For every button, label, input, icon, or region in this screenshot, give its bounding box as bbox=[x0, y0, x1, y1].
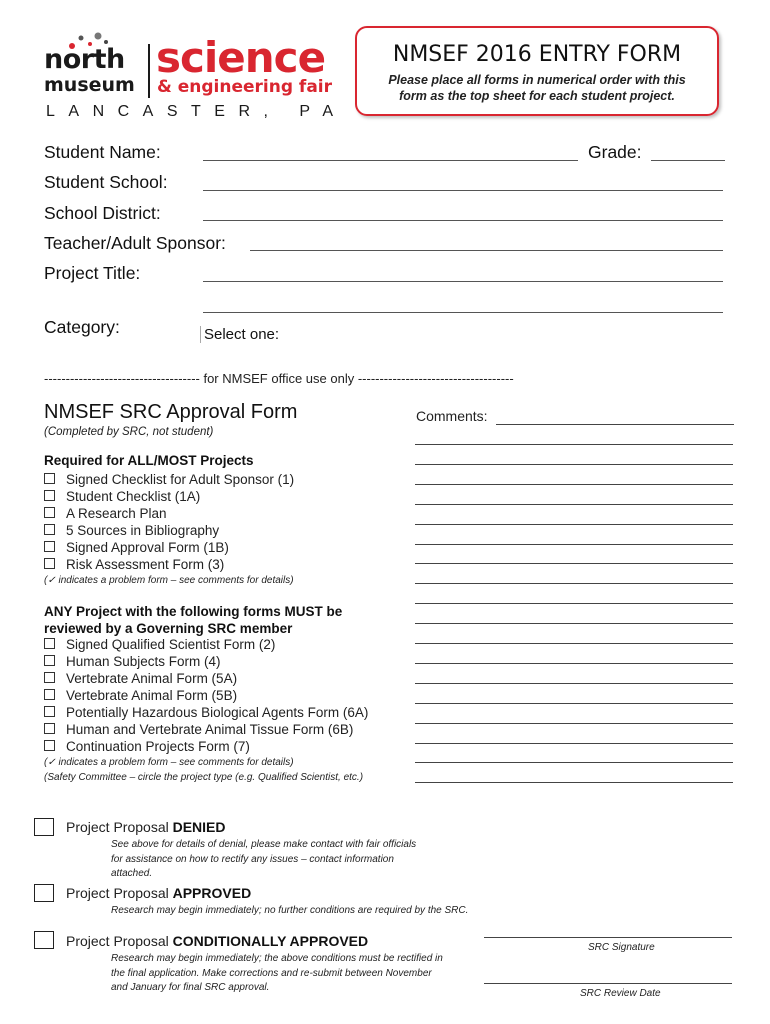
checkbox-icon[interactable] bbox=[44, 740, 55, 751]
checkbox-icon[interactable] bbox=[44, 723, 55, 734]
comment-line[interactable] bbox=[415, 464, 733, 465]
required-item[interactable]: Signed Approval Form (1B) bbox=[44, 540, 294, 557]
required-item[interactable]: Student Checklist (1A) bbox=[44, 489, 294, 506]
comment-line[interactable] bbox=[415, 703, 733, 704]
governing-item[interactable]: Human Subjects Form (4) bbox=[44, 654, 368, 671]
project-title-field-2[interactable] bbox=[203, 312, 723, 313]
comment-line[interactable] bbox=[415, 504, 733, 505]
checkbox-icon[interactable] bbox=[44, 655, 55, 666]
checkbox-icon[interactable] bbox=[44, 706, 55, 717]
logo-science: science bbox=[156, 33, 326, 82]
comments-line[interactable] bbox=[496, 424, 734, 425]
checkbox-icon[interactable] bbox=[44, 689, 55, 700]
sponsor-field[interactable] bbox=[250, 250, 723, 251]
approved-option: Project Proposal APPROVED bbox=[66, 885, 252, 901]
signature-label: SRC Signature bbox=[588, 942, 655, 953]
review-date-label: SRC Review Date bbox=[580, 988, 661, 999]
comment-line[interactable] bbox=[415, 444, 733, 445]
governing-item[interactable]: Vertebrate Animal Form (5A) bbox=[44, 671, 368, 688]
denied-option: Project Proposal DENIED bbox=[66, 819, 226, 835]
checkbox-icon[interactable] bbox=[44, 524, 55, 535]
approved-description: Research may begin immediately; no further conditions are required by the SRC. bbox=[111, 905, 469, 916]
comment-line[interactable] bbox=[415, 544, 733, 545]
school-district-label: School District: bbox=[44, 203, 161, 223]
comment-line[interactable] bbox=[415, 782, 733, 783]
comments-label: Comments: bbox=[416, 408, 488, 424]
comment-line[interactable] bbox=[415, 762, 733, 763]
checkbox-icon[interactable] bbox=[44, 638, 55, 649]
denied-label: DENIED bbox=[172, 819, 226, 835]
comment-line[interactable] bbox=[415, 723, 733, 724]
conditional-description: Research may begin immediately; the above conditions must be rectified in the final application. Make corrections and re-submit between November and January for final SRC approval. bbox=[111, 953, 443, 993]
denied-checkbox[interactable] bbox=[34, 818, 54, 836]
required-item[interactable]: 5 Sources in Bibliography bbox=[44, 523, 294, 540]
student-name-label: Student Name: bbox=[44, 142, 161, 162]
signature-line[interactable] bbox=[484, 937, 732, 938]
approved-checkbox[interactable] bbox=[34, 884, 54, 902]
comment-line[interactable] bbox=[415, 683, 733, 684]
governing-note: (✓ indicates a problem form – see comments for details) bbox=[44, 757, 294, 768]
governing-item[interactable]: Human and Vertebrate Animal Tissue Form (6B) bbox=[44, 722, 368, 739]
governing-item[interactable]: Potentially Hazardous Biological Agents Form (6A) bbox=[44, 705, 368, 722]
comment-line[interactable] bbox=[415, 743, 733, 744]
category-select[interactable]: Select one: bbox=[200, 326, 279, 343]
subtitle-line-1: Please place all forms in numerical order with this bbox=[388, 73, 686, 87]
comment-line[interactable] bbox=[415, 603, 733, 604]
required-heading: Required for ALL/MOST Projects bbox=[44, 453, 254, 468]
project-title-label: Project Title: bbox=[44, 263, 141, 283]
governing-heading bbox=[44, 603, 342, 637]
safety-note: (Safety Committee – circle the project type (e.g. Qualified Scientist, etc.) bbox=[44, 772, 364, 783]
required-list bbox=[44, 472, 294, 574]
subtitle-line-2: form as the top sheet for each student project. bbox=[399, 89, 675, 103]
comment-line[interactable] bbox=[415, 663, 733, 664]
checkbox-icon[interactable] bbox=[44, 558, 55, 569]
governing-list bbox=[44, 637, 368, 756]
checkbox-icon[interactable] bbox=[44, 507, 55, 518]
required-note: (✓ indicates a problem form – see comments for details) bbox=[44, 575, 294, 586]
project-title-field[interactable] bbox=[203, 281, 723, 282]
required-item[interactable]: Signed Checklist for Adult Sponsor (1) bbox=[44, 472, 294, 489]
conditional-label: CONDITIONALLY APPROVED bbox=[172, 933, 369, 949]
form-subtitle bbox=[357, 72, 717, 104]
required-item[interactable]: Risk Assessment Form (3) bbox=[44, 557, 294, 574]
comment-line[interactable] bbox=[415, 623, 733, 624]
office-use-divider: ------------------------------------ for NMSEF office use only ------------------------------------ bbox=[44, 371, 514, 386]
school-district-field[interactable] bbox=[203, 220, 723, 221]
governing-heading-line-2: reviewed by a Governing SRC member bbox=[44, 621, 293, 636]
required-item[interactable]: A Research Plan bbox=[44, 506, 294, 523]
logo-museum: museum bbox=[44, 74, 135, 96]
student-school-label: Student School: bbox=[44, 172, 168, 192]
comment-line[interactable] bbox=[415, 563, 733, 564]
grade-label: Grade: bbox=[588, 142, 642, 162]
logo-engineering-fair: & engineering fair bbox=[157, 77, 333, 97]
conditional-checkbox[interactable] bbox=[34, 931, 54, 949]
governing-item[interactable]: Vertebrate Animal Form (5B) bbox=[44, 688, 368, 705]
review-date-line[interactable] bbox=[484, 983, 732, 984]
student-school-field[interactable] bbox=[203, 190, 723, 191]
comment-line[interactable] bbox=[415, 643, 733, 644]
src-heading: NMSEF SRC Approval Form bbox=[44, 401, 298, 423]
checkbox-icon[interactable] bbox=[44, 672, 55, 683]
sponsor-label: Teacher/Adult Sponsor: bbox=[44, 233, 226, 253]
denied-description: See above for details of denial, please make contact with fair officials for assistance on how to rectify any issues – contact information attached. bbox=[111, 839, 417, 879]
checkbox-icon[interactable] bbox=[44, 473, 55, 484]
student-name-field[interactable] bbox=[203, 160, 578, 161]
governing-item[interactable]: Signed Qualified Scientist Form (2) bbox=[44, 637, 368, 654]
title-box bbox=[355, 26, 719, 116]
conditional-option: Project Proposal CONDITIONALLY APPROVED bbox=[66, 933, 369, 949]
comment-line[interactable] bbox=[415, 484, 733, 485]
form-title: NMSEF 2016 ENTRY FORM bbox=[392, 42, 682, 67]
logo-location: LANCASTER, PA bbox=[46, 103, 347, 120]
comment-line[interactable] bbox=[415, 583, 733, 584]
approved-label: APPROVED bbox=[172, 885, 252, 901]
checkbox-icon[interactable] bbox=[44, 490, 55, 501]
src-subheading: (Completed by SRC, not student) bbox=[44, 426, 214, 438]
grade-field[interactable] bbox=[651, 160, 725, 161]
logo-north: north bbox=[44, 44, 125, 75]
governing-item[interactable]: Continuation Projects Form (7) bbox=[44, 739, 368, 756]
logo-divider bbox=[148, 44, 150, 98]
comment-line[interactable] bbox=[415, 524, 733, 525]
category-label: Category: bbox=[44, 317, 120, 337]
checkbox-icon[interactable] bbox=[44, 541, 55, 552]
governing-heading-line-1: ANY Project with the following forms MUST be bbox=[44, 604, 343, 619]
